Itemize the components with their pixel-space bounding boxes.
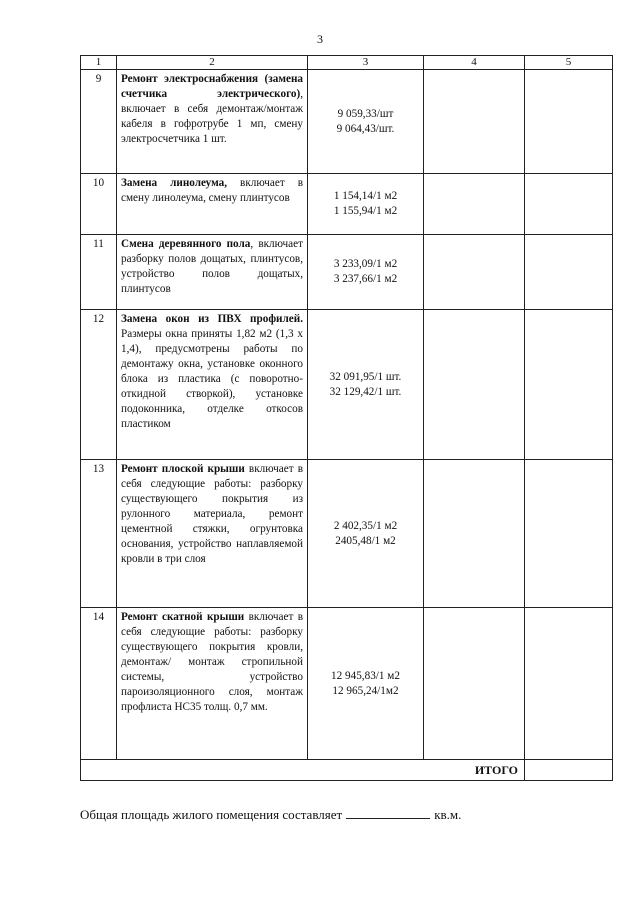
price-value: 3 233,09/1 м2 bbox=[333, 258, 398, 270]
price-value: 1 155,94/1 м2 bbox=[333, 205, 398, 217]
living-area-blank bbox=[346, 806, 430, 819]
table-row bbox=[81, 174, 613, 235]
living-area-statement bbox=[80, 806, 461, 823]
price-cell bbox=[308, 608, 424, 760]
price-value: 32 129,42/1 шт. bbox=[329, 385, 402, 398]
work-description bbox=[117, 608, 308, 760]
price-cell bbox=[308, 460, 424, 608]
work-details: Размеры окна приняты 1,82 м2 (1,3 х 1,4), предусмотрены работы по демонтажу окна, установке оконного блока из пластика (с поворотно-откидной створкой), установке подоконника, отделке откосов пластиком bbox=[121, 328, 303, 430]
column-header: 5 bbox=[525, 56, 613, 70]
works-table bbox=[80, 55, 613, 781]
price-value: 32 091,95/1 шт. bbox=[329, 370, 402, 383]
work-description bbox=[117, 460, 308, 608]
work-description bbox=[117, 310, 308, 460]
work-description bbox=[117, 174, 308, 235]
work-title: Смена деревянного пола bbox=[121, 238, 251, 250]
empty-cell bbox=[525, 608, 613, 760]
price-value: 3 237,66/1 м2 bbox=[333, 273, 398, 285]
work-title: Ремонт плоской крыши bbox=[121, 463, 245, 475]
row-number: 13 bbox=[81, 460, 117, 608]
column-header: 3 bbox=[308, 56, 424, 70]
work-details: , включает разборку полов дощатых, плинтусов, устройство полов дощатых, плинтусов bbox=[121, 238, 304, 295]
empty-cell bbox=[424, 235, 525, 310]
price-value: 9 064,43/шт. bbox=[336, 122, 395, 135]
empty-cell bbox=[525, 460, 613, 608]
column-header: 1 bbox=[81, 56, 117, 70]
empty-cell bbox=[424, 608, 525, 760]
price-value: 12 965,24/1м2 bbox=[332, 684, 399, 697]
work-description bbox=[117, 235, 308, 310]
empty-cell bbox=[424, 174, 525, 235]
price-value: 2 402,35/1 м2 bbox=[333, 519, 398, 532]
empty-cell bbox=[525, 310, 613, 460]
table-row bbox=[81, 310, 613, 460]
work-details: , включает в себя демонтаж/монтаж кабеля в гофротрубе 1 мп, смену электросчетчика 1 шт. bbox=[121, 88, 303, 145]
row-number: 12 bbox=[81, 310, 117, 460]
empty-cell bbox=[424, 310, 525, 460]
price-cell bbox=[308, 70, 424, 174]
total-row bbox=[81, 760, 613, 781]
row-number: 14 bbox=[81, 608, 117, 760]
work-title: Замена окон из ПВХ профилей. bbox=[121, 313, 303, 325]
price-value: 9 059,33/шт bbox=[337, 107, 394, 120]
empty-cell bbox=[424, 70, 525, 174]
page-number: 3 bbox=[317, 32, 323, 46]
price-value: 12 945,83/1 м2 bbox=[331, 669, 400, 682]
work-details: включает в себя следующие работы: разборку существующего покрытия из рулонного материала, ремонт цементной стяжки, огрунтовка основания, устройство наплавляемой кровли в три слоя bbox=[121, 463, 303, 565]
living-area-text: Общая площадь жилого помещения составляет bbox=[80, 807, 343, 822]
total-label: ИТОГО bbox=[81, 760, 525, 781]
table-row bbox=[81, 70, 613, 174]
empty-cell bbox=[525, 235, 613, 310]
total-value-cell bbox=[525, 760, 613, 781]
work-details: включает в себя следующие работы: разборку существующего покрытия кровли, демонтаж/ монтаж стропильной системы, устройство пароизоляционного слоя, монтаж профлиста НС35 толщ. 0,7 мм. bbox=[121, 611, 303, 713]
work-title: Ремонт электроснабжения (замена счетчика электрического) bbox=[121, 73, 303, 100]
price-cell bbox=[308, 174, 424, 235]
empty-cell bbox=[525, 174, 613, 235]
empty-cell bbox=[424, 460, 525, 608]
table-row bbox=[81, 235, 613, 310]
price-value: 1 154,14/1 м2 bbox=[333, 190, 398, 202]
work-details: включает в смену линолеума, смену плинтусов bbox=[121, 177, 303, 204]
row-number: 10 bbox=[81, 174, 117, 235]
column-header: 4 bbox=[424, 56, 525, 70]
empty-cell bbox=[525, 70, 613, 174]
price-cell bbox=[308, 235, 424, 310]
table-row bbox=[81, 608, 613, 760]
row-number: 9 bbox=[81, 70, 117, 174]
column-header: 2 bbox=[117, 56, 308, 70]
table-header-row bbox=[81, 56, 613, 70]
price-value: 2405,48/1 м2 bbox=[335, 534, 396, 547]
table-row bbox=[81, 460, 613, 608]
row-number: 11 bbox=[81, 235, 117, 310]
work-title: Замена линолеума, bbox=[121, 177, 228, 189]
work-description bbox=[117, 70, 308, 174]
work-title: Ремонт скатной крыши bbox=[121, 611, 245, 623]
price-cell bbox=[308, 310, 424, 460]
living-area-unit: кв.м. bbox=[434, 807, 462, 822]
